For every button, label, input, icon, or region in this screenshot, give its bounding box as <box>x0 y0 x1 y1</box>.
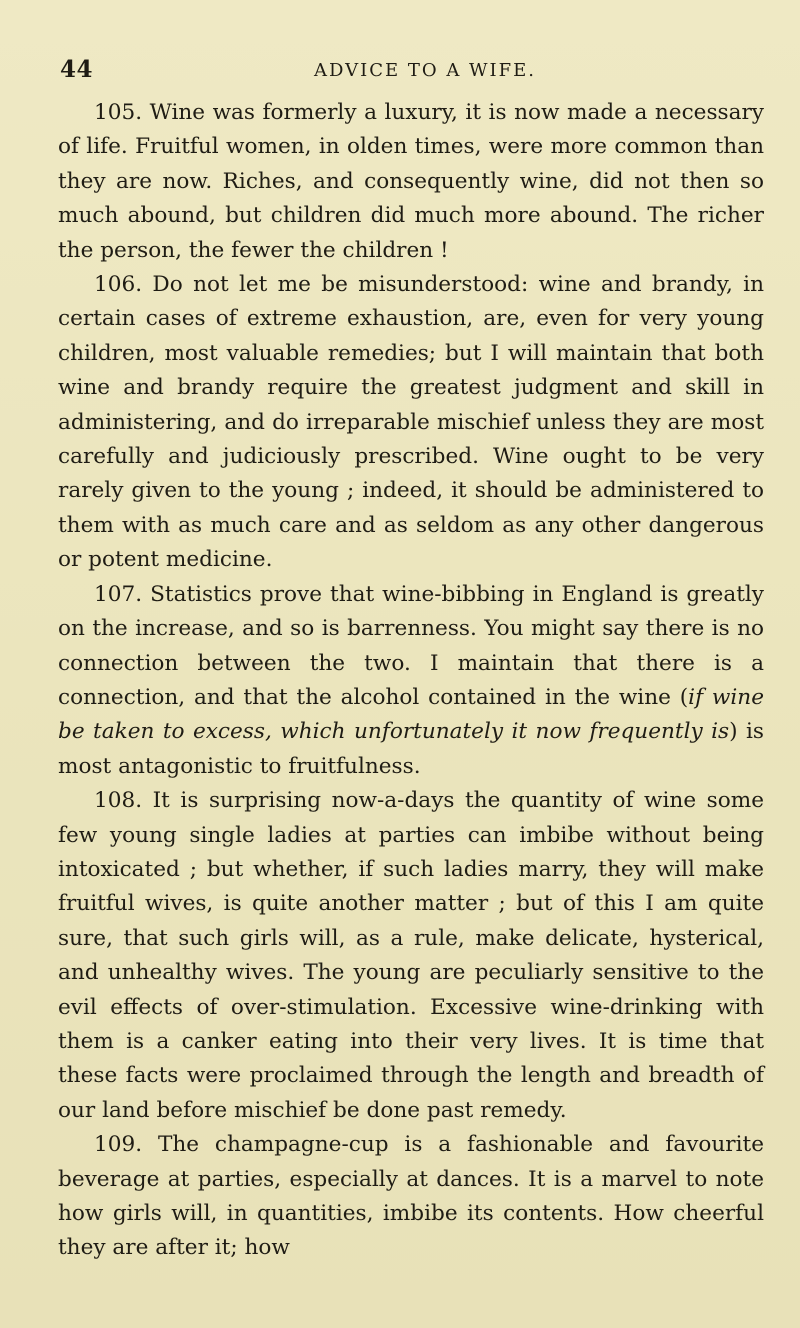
paragraph-text: The champagne-cup is a fashionable and favourite beverage at parties, especially at dances. It is a marvel to note how girls will, in quantities, imbibe its contents. How cheerful they are after it; how <box>58 1132 764 1261</box>
paragraph-number: 105. <box>94 100 143 125</box>
paragraph-107 <box>58 578 764 784</box>
paragraph-text: Statistics prove that wine-bibbing in England is greatly on the increase, and so is barrenness. You might say there is no connection between the two. I maintain that there is a connection, and that the alcohol contained in the wine ( <box>58 581 764 710</box>
paragraph-text: It is surprising now-a-days the quantity of wine some few young single ladies at parties can imbibe without being intoxicated ; but whether, if such ladies marry, they will make fruitful wives, is quite another matter ; but of this I am quite sure, that such girls will, as a rule, make delicate, hysterical, and unhealthy wives. The young are peculiarly sensitive to the evil effects of over-stimulation. Excessive wine-drinking with them is a canker eating into their very lives. It is time that these facts were proclaimed through the length and breadth of our land before mischief be done past remedy. <box>58 788 764 1123</box>
paragraph-108 <box>58 784 764 1128</box>
running-head: ADVICE TO A WIFE. <box>313 60 537 81</box>
paragraph-text: Wine was formerly a luxury, it is now made a necessary of life. Fruitful women, in olden times, were more common than they are now. Riches, and consequently wine, did not then so much abound, but children did much more abound. The richer the person, the fewer the children ! <box>58 100 764 263</box>
paragraph-number: 107. <box>94 581 143 607</box>
paragraph-text: Do not let me be misunderstood: wine and brandy, in certain cases of extreme exhaustion, are, even for very young children, most valuable remedies; but I will maintain that both wine and brandy require the greatest judgment and skill in administering, and do irreparable mischief unless they are most carefully and judiciously prescribed. Wine ought to be very rarely given to the young ; indeed, it should be administered to them with as much care and as seldom as any other dangerous or potent medicine. <box>58 272 764 573</box>
body-text <box>58 96 764 1266</box>
page-number: 44 <box>60 56 94 83</box>
paragraph-106 <box>58 268 764 578</box>
paragraph-105 <box>58 96 764 268</box>
paragraph-text-continued: ) is most antagonistic to fruitfulness. <box>58 719 764 779</box>
paragraph-number: 109. <box>94 1132 143 1158</box>
paragraph-number: 106. <box>94 272 143 298</box>
paragraph-109 <box>58 1128 764 1266</box>
paragraph-number: 108. <box>94 788 143 814</box>
page-header <box>60 56 760 86</box>
italic-parenthetical: if wine be taken to excess, which unfortunately it now frequently is <box>58 684 764 745</box>
